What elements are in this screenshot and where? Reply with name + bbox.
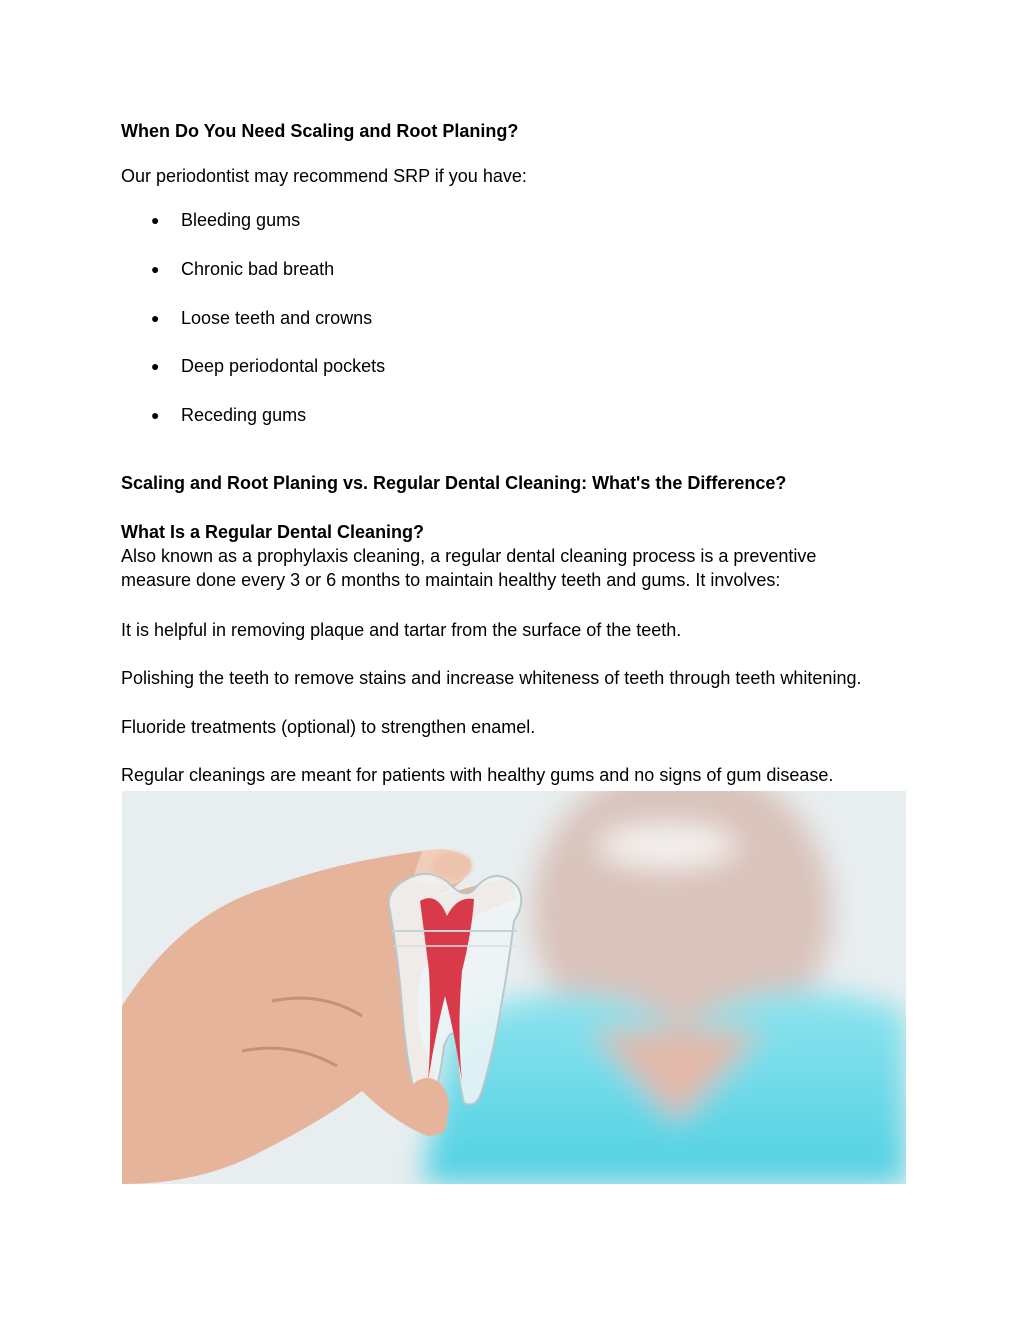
bullet-icon: ● [151,407,160,423]
paragraph-line: measure done every 3 or 6 months to maintain healthy teeth and gums. It involves: [121,570,781,590]
paragraph-line: Also known as a prophylaxis cleaning, a regular dental cleaning process is a preventive [121,546,817,566]
list-item-label: Chronic bad breath [181,259,335,279]
bullet-icon: ● [151,212,160,228]
subheading-regular-cleaning: What Is a Regular Dental Cleaning? [121,522,425,542]
bullet-icon: ● [151,358,160,374]
list-item-label: Loose teeth and crowns [181,308,373,328]
section-heading-difference: Scaling and Root Planing vs. Regular Dental Cleaning: What's the Difference? [121,473,787,493]
intro-text: Our periodontist may recommend SRP if you have: [121,166,527,186]
bullet-icon: ● [151,261,160,277]
paragraph-plaque: It is helpful in removing plaque and tartar from the surface of the teeth. [121,620,682,640]
paragraph-polishing: Polishing the teeth to remove stains and increase whiteness of teeth through teeth whitening. [121,668,862,688]
section-heading-when: When Do You Need Scaling and Root Planing? [121,121,519,141]
paragraph-fluoride: Fluoride treatments (optional) to strengthen enamel. [121,717,536,737]
list-item-label: Deep periodontal pockets [181,356,386,376]
photo-illustration [122,791,906,1184]
list-item-label: Receding gums [181,405,307,425]
list-item-label: Bleeding gums [181,210,301,230]
tooth-model-photo [122,791,906,1184]
bullet-icon: ● [151,310,160,326]
paragraph-healthy-gums: Regular cleanings are meant for patients with healthy gums and no signs of gum disease. [121,765,834,785]
